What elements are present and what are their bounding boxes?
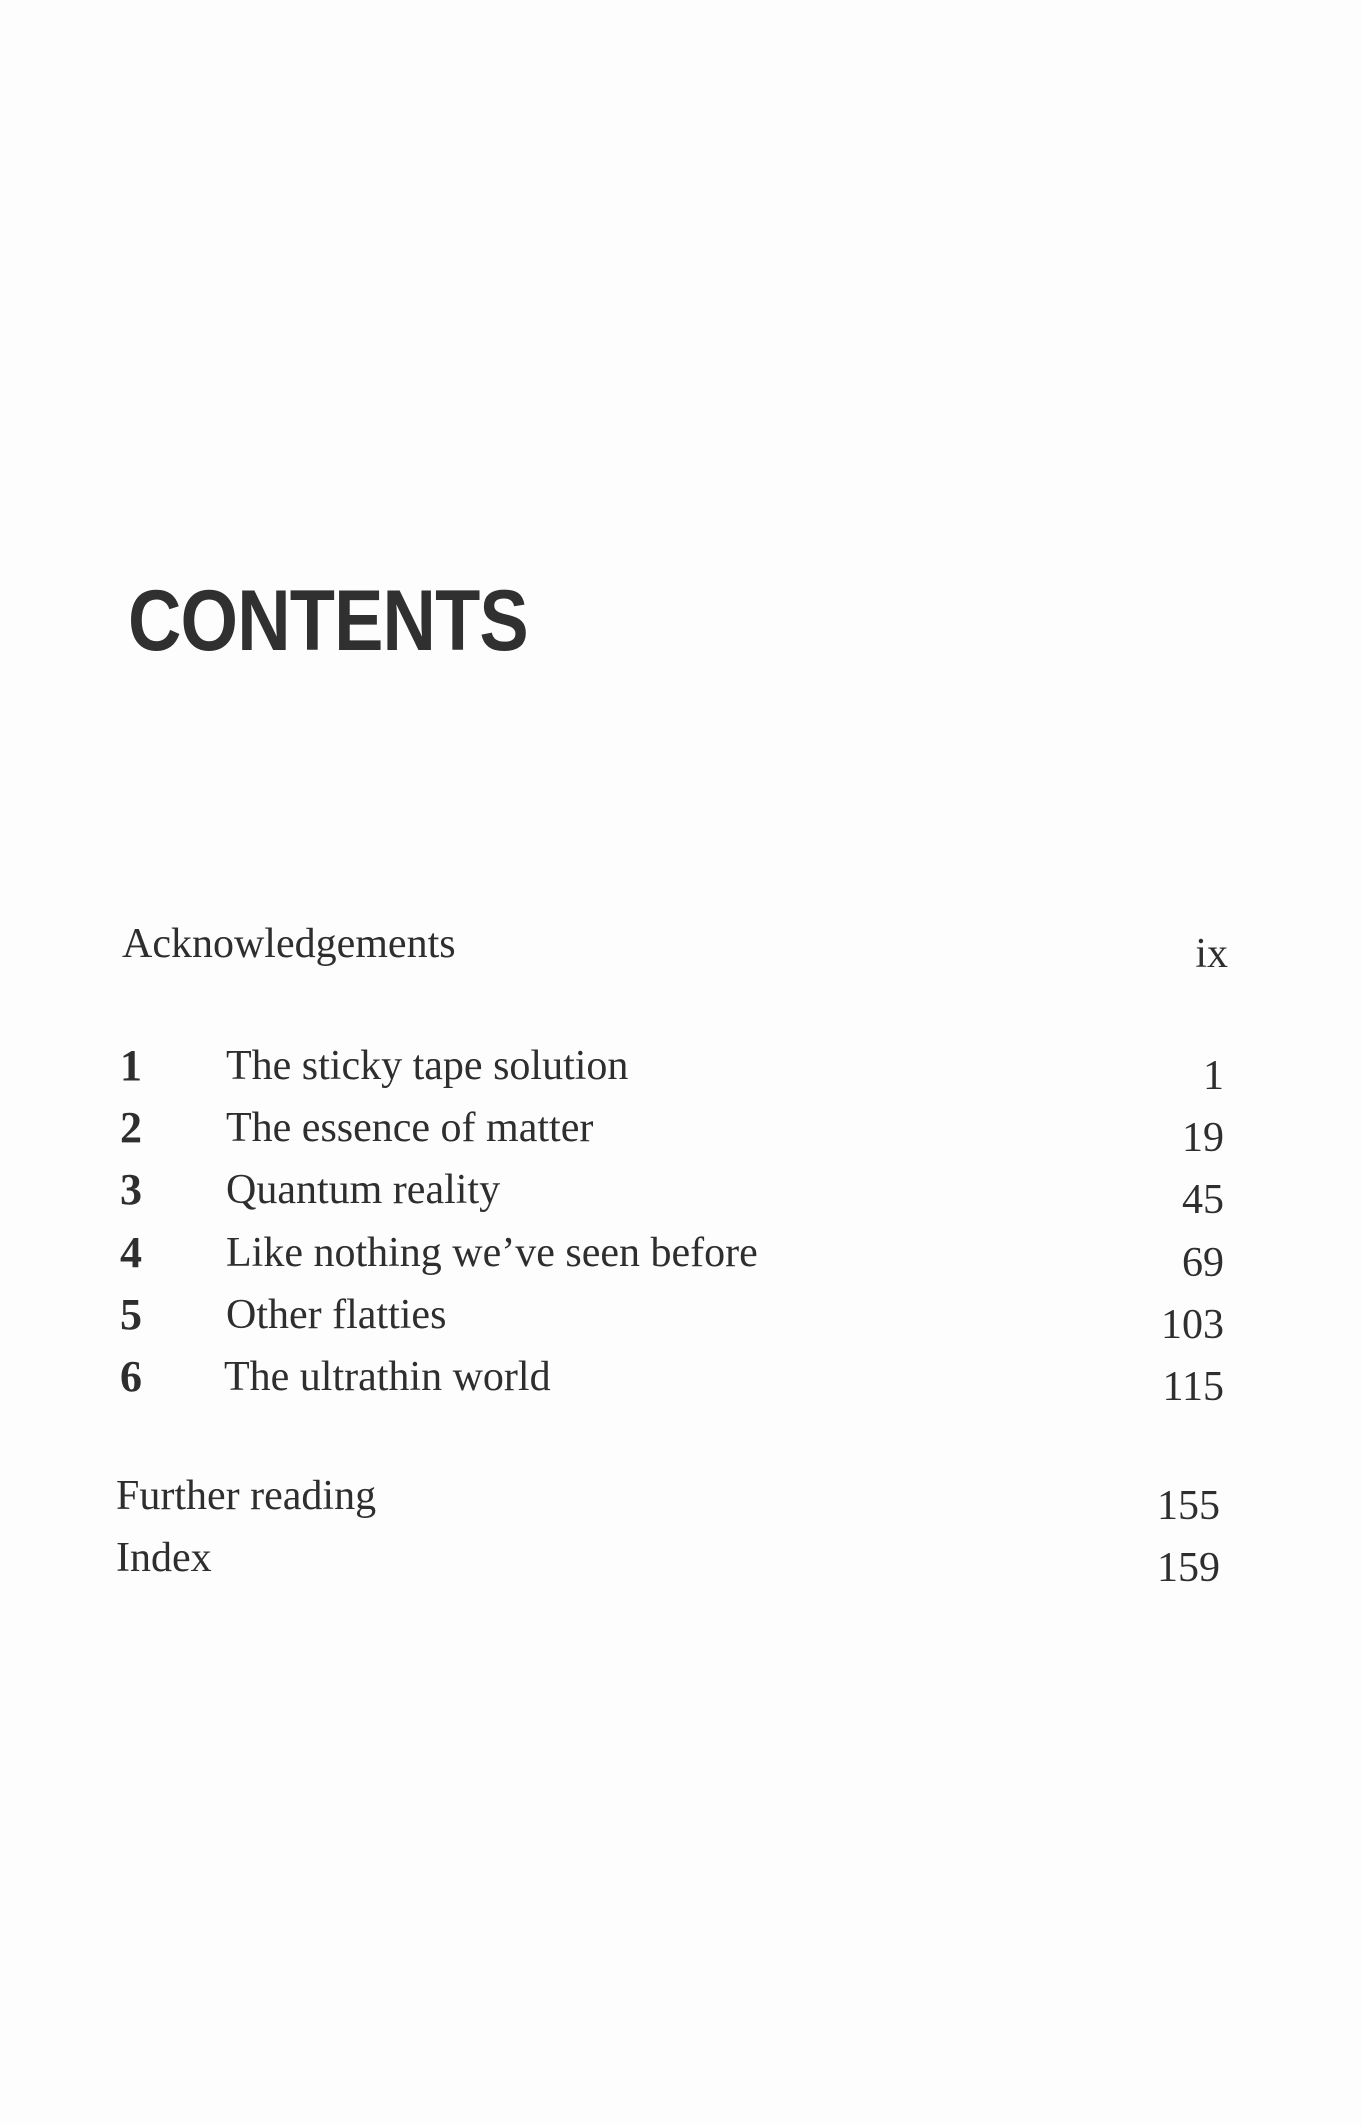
toc-entry-chapter-2 [0, 1098, 1362, 1161]
toc-entry-further-reading [0, 1466, 1362, 1529]
entry-title: The ultrathin world [224, 1354, 551, 1400]
toc-entry-chapter-5 [0, 1285, 1362, 1348]
toc-entry-chapter-4 [0, 1223, 1362, 1286]
entry-title: Index [116, 1535, 212, 1581]
toc-entry-chapter-6 [0, 1347, 1362, 1410]
entry-title: Like nothing we’ve seen before [226, 1230, 758, 1276]
entry-page-number: 103 [1161, 1302, 1224, 1348]
entry-page-number: 155 [1157, 1483, 1220, 1529]
entry-page-number: 115 [1162, 1364, 1224, 1410]
chapter-number: 4 [120, 1228, 142, 1277]
entry-title: Further reading [116, 1473, 377, 1519]
chapter-number: 6 [120, 1352, 142, 1401]
chapter-number: 3 [120, 1165, 142, 1214]
chapter-number: 5 [120, 1290, 142, 1339]
entry-page-number: 19 [1182, 1115, 1224, 1161]
entry-page-number: 69 [1182, 1240, 1224, 1286]
entry-page-number: 1 [1203, 1053, 1224, 1099]
entry-title: Quantum reality [226, 1167, 501, 1213]
toc-entry-chapter-1 [0, 1036, 1362, 1099]
entry-title: The sticky tape solution [226, 1043, 629, 1089]
entry-title: Other flatties [226, 1292, 447, 1338]
entry-title: Acknowledgements [122, 921, 456, 967]
toc-entry-chapter-3 [0, 1160, 1362, 1223]
entry-page-number: 159 [1157, 1545, 1220, 1591]
chapter-number: 1 [120, 1041, 142, 1090]
toc-entry-index [0, 1528, 1362, 1591]
chapter-number: 2 [120, 1103, 142, 1152]
entry-title: The essence of matter [226, 1105, 594, 1151]
entry-page-number: ix [1195, 931, 1228, 977]
toc-entry-acknowledgements [0, 914, 1362, 977]
entry-page-number: 45 [1182, 1177, 1224, 1223]
page-title: CONTENTS [128, 573, 528, 669]
